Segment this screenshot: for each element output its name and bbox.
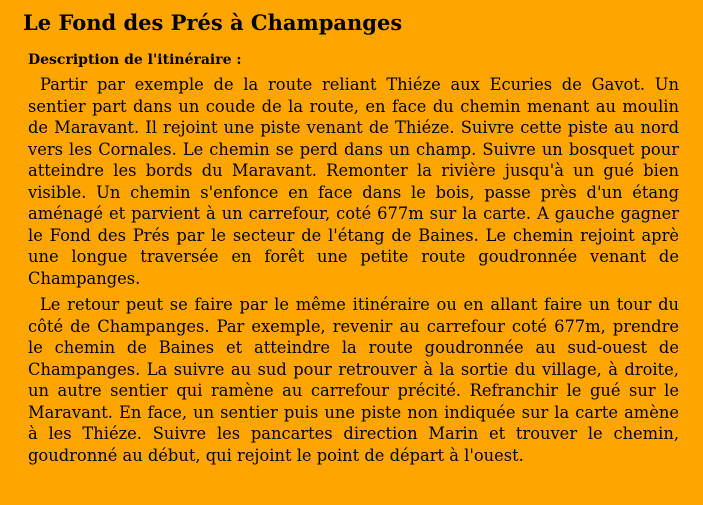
return-route-paragraph: Le retour peut se faire par le même itinéraire ou en allant faire un tour du côté de Champanges. Par exemple, revenir au carrefour coté 677m, prendre le chemin de Baines et atteindre la route goudronnée au sud-ouest de Champanges. La suivre au sud pour retrouver à la sortie du village, à droite, un autre sentier qui ramène au carrefour précité. Refranchir le gué sur le Maravant. En face, un sentier puis une piste non indiquée sur la carte amène à les Thiéze. Suivre les pancartes direction Marin et trouver le chemin, goudronné au début, qui rejoint le point de départ à l'ouest. xyxy=(28,295,679,465)
section-heading: Description de l'itinéraire : xyxy=(28,52,242,68)
page-title: Le Fond des Prés à Champanges xyxy=(23,10,403,35)
route-description-paragraph: Partir par exemple de la route reliant Thiéze aux Ecuries de Gavot. Un sentier part dans un coude de la route, en face du chemin menant au moulin de Maravant. Il rejoint une piste venant de Thiéze. Suivre cette piste au nord vers les Cornales. Le chemin se perd dans un champ. Suivre un bosquet pour atteindre les bords du Maravant. Remonter la rivière jusqu'à un gué bien visible. Un chemin s'enfonce en face dans le bois, passe près d'un étang aménagé et parvient à un carrefour, coté 677m sur la carte. A gauche gagner le Fond des Prés par le secteur de l'étang de Baines. Le chemin rejoint aprè une longue traversée en forêt une petite route goudronnée venant de Champanges. xyxy=(28,75,679,288)
